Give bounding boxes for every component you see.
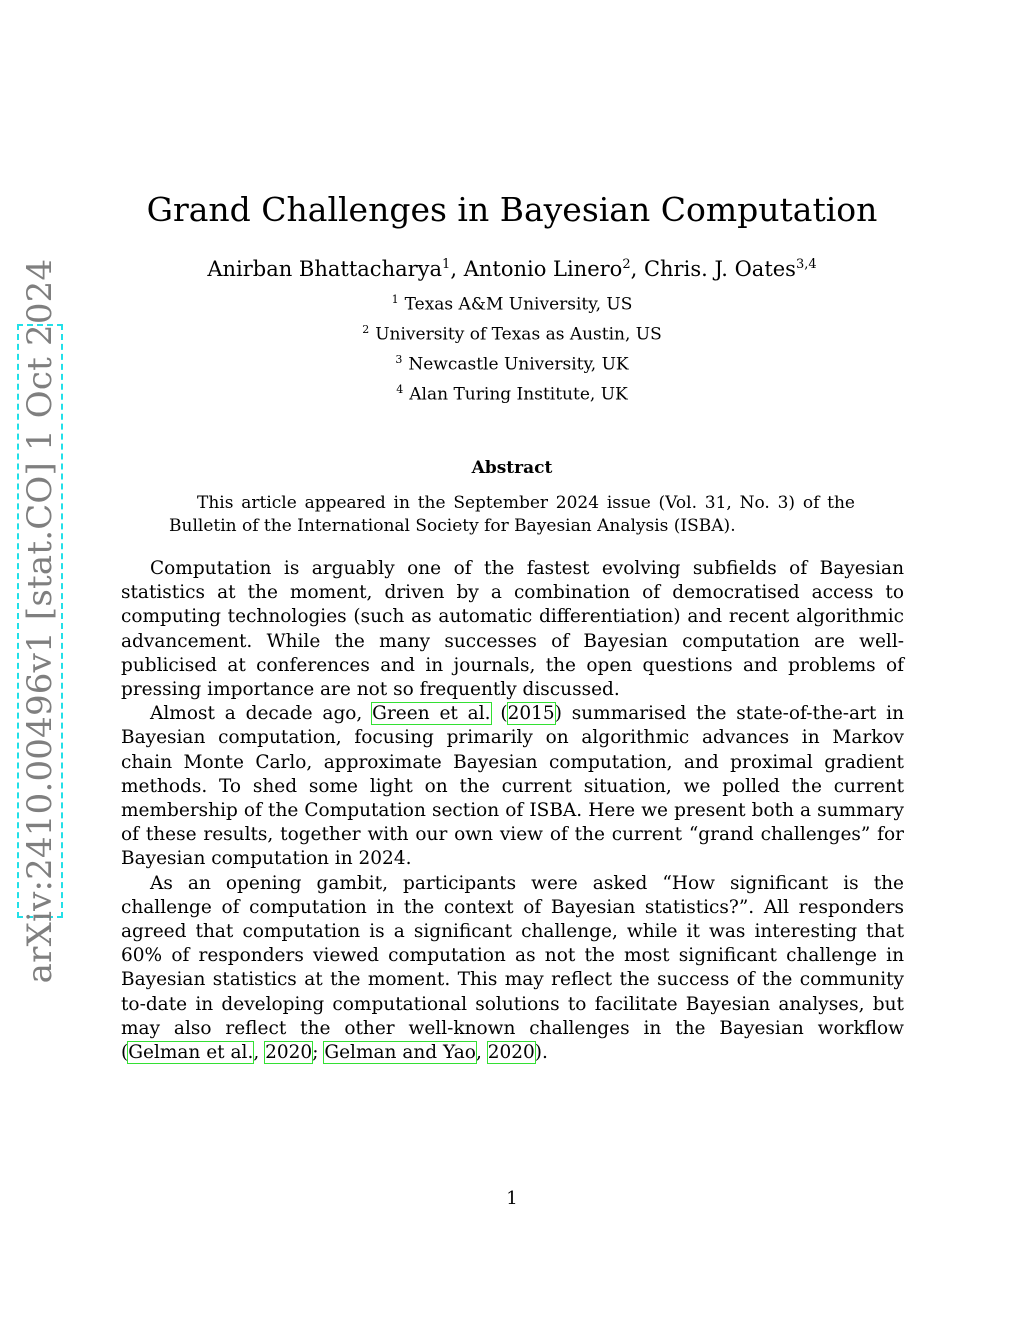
- arxiv-identifier-stamp: [17, 258, 63, 984]
- paragraph-text: ) summarised the state-of-the-art in Bayesian computation, focusing primarily on algorithmic advances in Markov chain Monte Carlo, approximate Bayesian computation, and proximal gradient methods. To shed some light on the current situation, we polled the current membership of the Computation section of ISBA. Here we present both a summary of these results, together with our own view of the current “grand challenges” for Bayesian computation in 2024.: [121, 703, 905, 870]
- affiliation-number: 3: [395, 353, 403, 366]
- affiliation-text: Alan Turing Institute, UK: [409, 384, 628, 405]
- body-text: [121, 557, 904, 1065]
- affiliation-number: 1: [391, 293, 399, 306]
- paragraph-text: ,: [253, 1042, 266, 1064]
- affiliation-number: 2: [362, 323, 370, 336]
- paragraph-text: As an opening gambit, participants were asked “How significant is the challenge of computation in the context of Bayesian statistics?”. All responders agreed that computation is a significant challenge, while it was interesting that 60% of responders viewed computation as not the most significant challenge in Bayesian statistics at the moment. This may reflect the success of the community to-date in developing computational solutions to facilitate Bayesian analyses, but may also reflect the other well-known challenges in the Bayesian workflow (: [121, 872, 904, 1064]
- affiliation-number: 4: [396, 383, 404, 396]
- affiliation: [0, 293, 1024, 315]
- citation-link-green-year[interactable]: 2015: [507, 703, 555, 725]
- citation-link-gelman-yao-year[interactable]: 2020: [487, 1042, 535, 1064]
- paragraph-text: Almost a decade ago,: [150, 703, 373, 725]
- citation-link-green-author[interactable]: Green et al.: [372, 703, 491, 725]
- citation-link-gelman-author[interactable]: Gelman et al.: [128, 1042, 254, 1064]
- citation-link-gelman-year[interactable]: 2020: [265, 1042, 313, 1064]
- page-number: 1: [506, 1188, 518, 1209]
- paragraph-text: ,: [475, 1042, 488, 1064]
- affiliation: [0, 323, 1024, 345]
- paragraph-text: ;: [312, 1042, 325, 1064]
- affiliation: [0, 353, 1024, 375]
- affiliation-text: Texas A&M University, US: [404, 294, 633, 315]
- author-list: Anirban Bhattacharya$^1$, Antonio Linero$^2$, Chris. J. Oates$^{3,4}$: [207, 257, 817, 281]
- author-name: Anirban Bhattacharya: [207, 257, 443, 281]
- affiliation: [0, 383, 1024, 405]
- paper-title: Grand Challenges in Bayesian Computation: [146, 190, 878, 229]
- abstract-text: This article appeared in the September 2024 issue (Vol. 31, No. 3) of the Bulletin of the International Society for Bayesian Analysis (ISBA).: [169, 493, 855, 536]
- author-affiliation-mark: 1: [442, 257, 451, 272]
- paragraph: [121, 872, 904, 1066]
- author-name: Antonio Linero: [463, 257, 623, 281]
- author-name: Chris. J. Oates: [643, 257, 796, 281]
- affiliation-text: University of Texas as Austin, US: [375, 324, 662, 345]
- affiliation-text: Newcastle University, UK: [408, 354, 629, 375]
- author-affiliation-mark: 3,4: [795, 257, 817, 272]
- author-affiliation-mark: 2: [622, 257, 631, 272]
- paragraph-text: (: [490, 703, 508, 725]
- abstract-heading: Abstract: [471, 458, 553, 478]
- arxiv-identifier: arXiv:2410.00496v1 [stat.CO] 1 Oct 2024: [20, 258, 60, 984]
- paragraph-text: ).: [534, 1042, 548, 1064]
- paragraph: Computation is arguably one of the fastest evolving subfields of Bayesian statistics at the moment, driven by a combination of democratised access to computing technologies (such as automatic differentiation) and recent algorithmic advancement. While the many successes of Bayesian computation are well-publicised at conferences and in journals, the open questions and problems of pressing importance are not so frequently discussed.: [121, 558, 904, 701]
- paragraph: [121, 702, 904, 871]
- citation-link-gelman-yao-author[interactable]: Gelman and Yao: [324, 1042, 476, 1064]
